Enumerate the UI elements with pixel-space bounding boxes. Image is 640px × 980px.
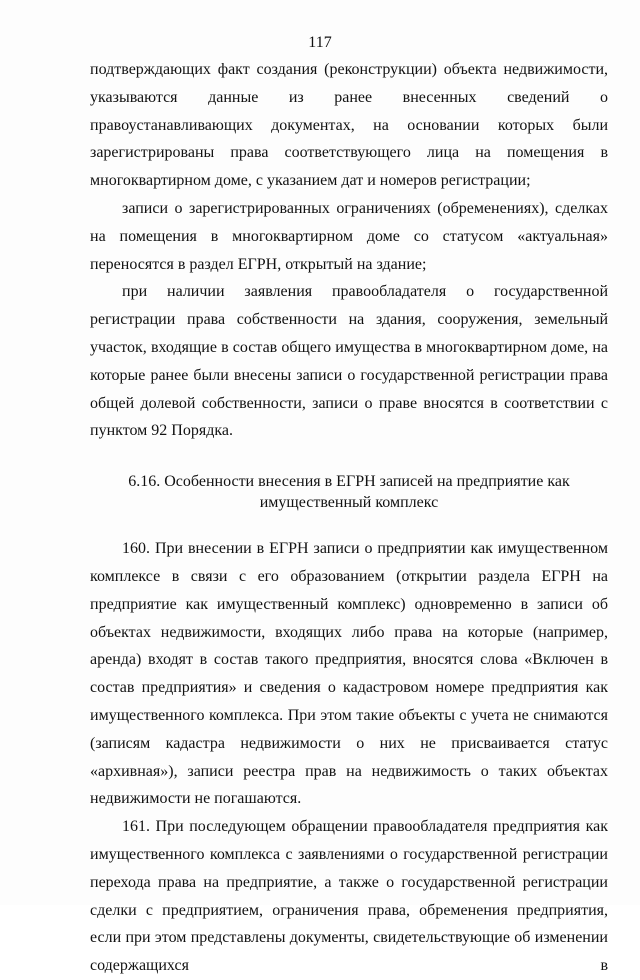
section-heading — [90, 471, 608, 513]
paragraph-160: 160. При внесении в ЕГРН записи о предприятии как имущественном комплексе в связи с его образованием (открытии раздела ЕГРН на предприятие как имущественный комплекс) одновременно в записи об объектах недвижимости, входящих либо права на которые (например, аренда) входят в состав такого предприятия, вносятся слова «Включен в состав предприятия» и сведения о кадастровом номере предприятия как имущественного комплекса. При этом такие объекты с учета не снимаются (записям кадастра недвижимости о них не присваивается статус «архивная»), записи реестра прав на недвижимость о таких объектах недвижимости не погашаются. — [90, 540, 608, 808]
paragraph-continuation: подтверждающих факт создания (реконструкции) объекта недвижимости, указываются данные из ранее внесенных сведений о правоустанавливающих документах, на основании которых были зарегистрированы права соответствующего лица на помещения в многоквартирном доме, с указанием дат и номеров регистрации; — [90, 61, 608, 190]
section-heading-line-2: имущественный комплекс — [259, 494, 439, 512]
paragraph-common-property: при наличии заявления правообладателя о государственной регистрации права собственности на здания, сооружения, земельный участок, входящие в состав общего имущества в многоквартирном доме, на которые ранее были внесены записи о государственной регистрации права общей долевой собственности, записи о праве вносятся в соответствии с пунктом 92 Порядка. — [90, 283, 608, 440]
page-number: 117 — [308, 34, 332, 51]
paragraph-encumbrances: записи о зарегистрированных ограничениях (обременениях), сделках на помещения в многоквартирном доме со статусом «актуальная» переносятся в раздел ЕГРН, открытый на здание; — [90, 199, 608, 273]
section-heading-line-1: 6.16. Особенности внесения в ЕГРН записей на предприятие как — [128, 473, 570, 491]
document-body — [90, 56, 608, 980]
paragraph-161: 161. При последующем обращении правообладателя предприятия как имущественного комплекса с заявлениями о государственной регистрации перехода права на предприятие, а также о государственной регистрации сделки с предприятием, ограничения права, обременения предприятия, если при этом представлены документы, свидетельствующие об изменении содержащихся в — [90, 818, 608, 975]
